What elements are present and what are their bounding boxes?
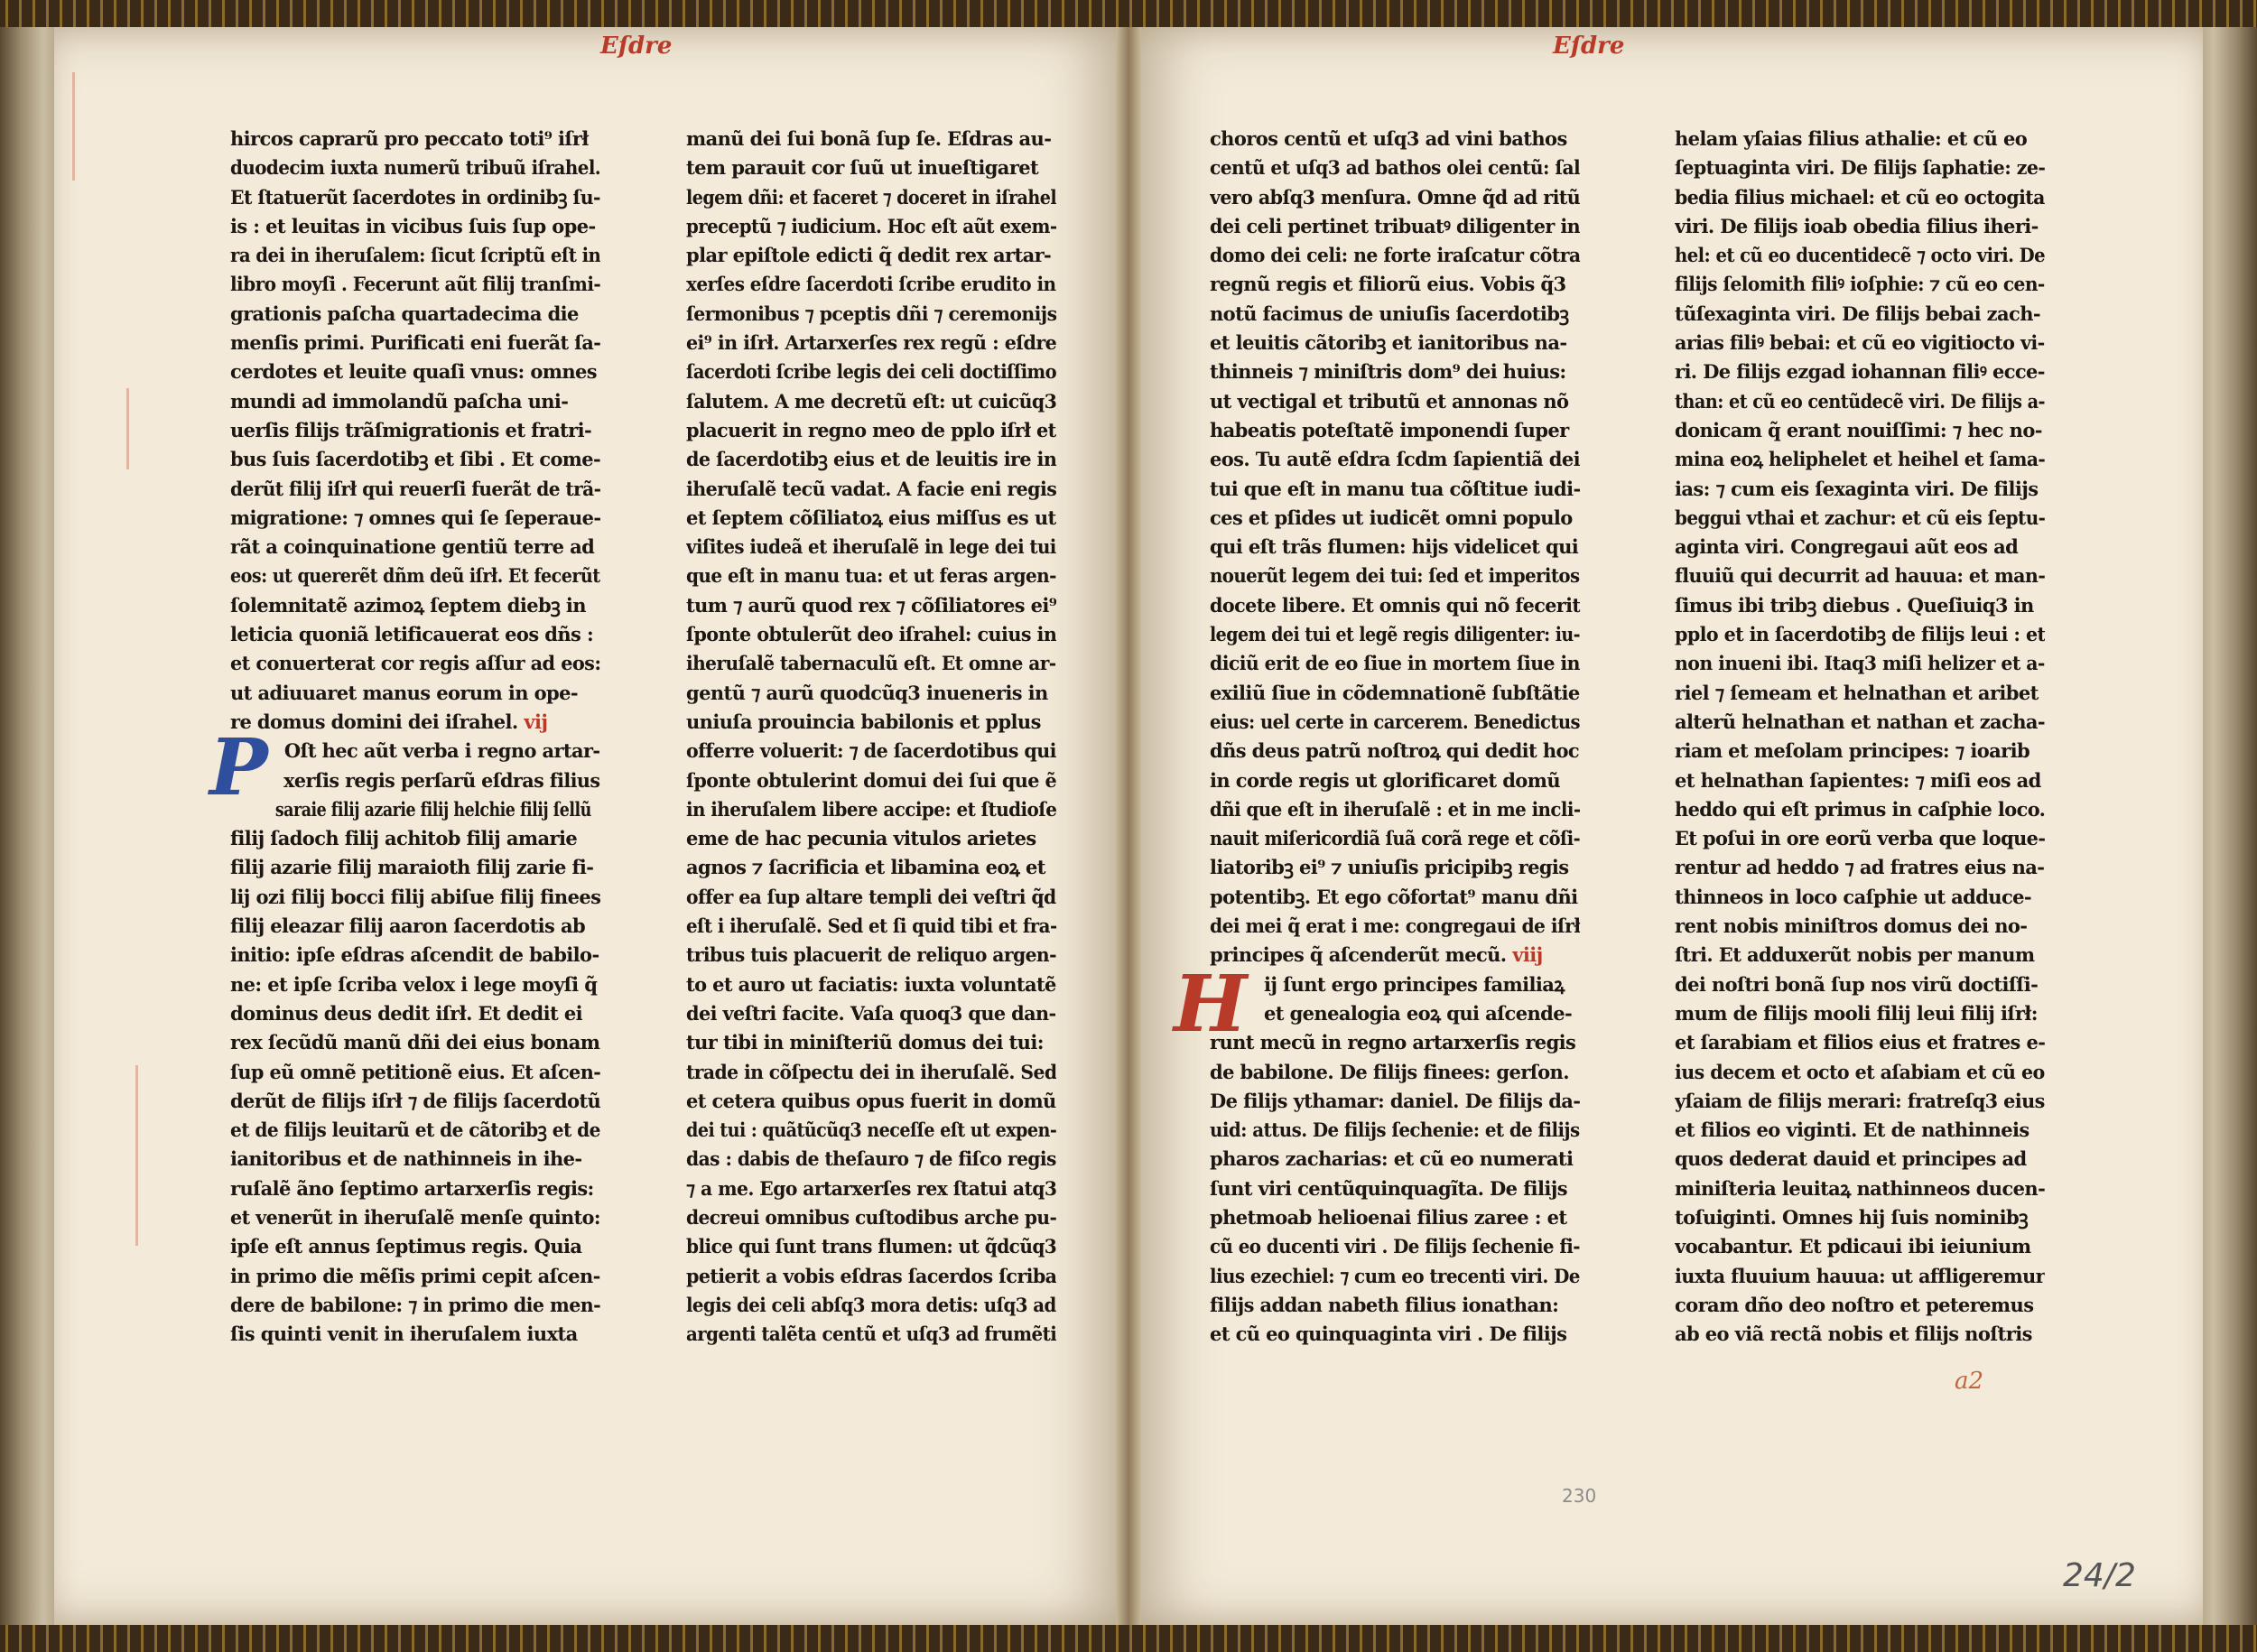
- right-running-head: Eſdre: [1553, 32, 1625, 60]
- marginal-decoration: [72, 72, 75, 181]
- marginal-decoration: [135, 1065, 138, 1246]
- text-line: manũ dei ſui bonã ſup ſe. Eſdras au-: [686, 127, 1052, 150]
- text-line: mum de filijs mooli filij leui filij iſrł:: [1675, 1001, 2038, 1025]
- text-line: ei⁹ in iſrł. Artarxerſes rex regũ : eſdre: [686, 331, 1056, 355]
- text-line: runt mecũ in regno artarxerſis regis: [1210, 1031, 1576, 1054]
- text-line: non inueni ibi. Itaq3 miſi helizer et a-: [1675, 652, 2045, 675]
- text-line: ianitoribus et de nathinneis in ihe-: [230, 1147, 582, 1171]
- text-line: eos: ut quererẽt dñm deũ iſrł. Et fecerũt: [230, 564, 600, 588]
- text-line: et cetera quibus opus fuerit in domũ: [686, 1089, 1056, 1112]
- text-line: ut adiuuaret manus eorum in ope-: [230, 681, 578, 704]
- right-page-column-1: [1210, 125, 1580, 1349]
- text-line: tui que eſt in manu tua cõſtitue iudi-: [1210, 477, 1581, 500]
- text-line: dei celi pertinet tribuatꝰ diligenter in: [1210, 214, 1581, 237]
- text-line: legem dei tui et legẽ regis diligenter: iu-: [1210, 623, 1580, 646]
- text-line: eſt i iheruſalẽ. Sed et ſi quid tibi et fra-: [686, 914, 1057, 938]
- text-line: argenti talẽta centũ et uſq3 ad frumẽti: [686, 1323, 1057, 1346]
- illuminated-initial-h: H: [1174, 959, 1248, 1050]
- text-line: to et auro ut faciatis: iuxta voluntatẽ: [686, 972, 1056, 996]
- text-line: filijs addan nabeth filius ionathan:: [1210, 1293, 1559, 1316]
- text-line: uid: attus. De filijs ſechenie: et de filijs: [1210, 1118, 1580, 1142]
- text-line: legis dei celi abſq3 mora detis: uſq3 ad: [686, 1293, 1056, 1316]
- marginal-decoration: [126, 388, 129, 469]
- text-line: ⁊ a me. Ego artarxerſes rex ſtatui atq3: [686, 1176, 1057, 1200]
- text-line: ias: ⁊ cum eis ſexaginta viri. De filijs: [1675, 477, 2039, 500]
- text-line: qui eſt trãs flumen: hijs videlicet qui: [1210, 535, 1579, 559]
- binding-top: [0, 0, 2257, 27]
- text-line: Et ſtatuerũt ſacerdotes in ordinibꝫ ſu-: [230, 185, 600, 209]
- text-line: gentũ ⁊ aurũ quodcũq3 inueneris in: [686, 681, 1048, 704]
- text-line: et conuerterat cor regis aſſur ad eos:: [230, 652, 601, 675]
- text-line: eius: uel certe in carcerem. Benedictus: [1210, 710, 1581, 733]
- text-line: than: et cũ eo centũdecẽ viri. De filijs a-: [1675, 389, 2045, 413]
- text-line: habeatis poteſtatẽ imponendi ſuper: [1210, 418, 1569, 441]
- left-running-head: Eſdre: [600, 32, 673, 60]
- text-line: placuerit in regno meo de pplo iſrł et: [686, 418, 1056, 441]
- text-line: yſaiam de filijs merari: fratreſq3 eius: [1675, 1089, 2045, 1112]
- text-line: bedia filius michael: et cũ eo octogita: [1675, 185, 2045, 209]
- text-line: uerſis filijs trãſmigrationis et fratri-: [230, 418, 592, 441]
- folio-signature: a2: [1955, 1368, 1984, 1395]
- text-line: iheruſalẽ tecũ vadat. A facie eni regis: [686, 477, 1057, 500]
- text-line: dñi que eſt in iheruſalẽ : et in me incli-: [1210, 797, 1581, 821]
- text-line: viſites iudeã et iheruſalẽ in lege dei tui: [686, 535, 1056, 559]
- text-line: vocabantur. Et pdicaui ibi ieiunium: [1675, 1235, 2031, 1258]
- text-line: rex ſecũdũ manũ dñi dei eius bonam: [230, 1031, 600, 1054]
- text-line: Et poſui in ore eorũ verba que loque-: [1675, 827, 2046, 850]
- text-line: ſponte obtulerũt deo iſrahel: cuius in: [686, 623, 1057, 646]
- text-line: toſuiginti. Omnes hij ſuis nominibꝫ: [1675, 1205, 2029, 1229]
- text-line: quos dederat dauid et principes ad: [1675, 1147, 2027, 1171]
- text-line: ſeptuaginta viri. De filijs ſaphatie: ze-: [1675, 156, 2046, 180]
- book-edge-left: [0, 27, 54, 1625]
- text-line: uniuſa prouincia babilonis et pplus: [686, 710, 1041, 733]
- text-line: fluuiũ qui decurrit ad hauua: et man-: [1675, 564, 2046, 588]
- text-line: cerdotes et leuite quaſi vnus: omnes: [230, 360, 598, 384]
- text-line: saraie filij azarie filij helchie filij ſellũ: [274, 797, 591, 821]
- text-line: trade in cõſpectu dei in iheruſalẽ. Sed: [686, 1060, 1057, 1083]
- text-line: donicam q̃ erant nouiſſimi: ⁊ hec no-: [1675, 418, 2042, 441]
- right-page-column-2: [1675, 125, 2045, 1349]
- text-line: ſolemnitatẽ azimoꝝ ſeptem diebꝫ in: [230, 593, 586, 617]
- text-line: dei mei q̃ erat i me: congregaui de iſrł: [1210, 914, 1581, 938]
- text-line: leticia quoniã letificauerat eos dñs :: [230, 623, 594, 646]
- text-line: helam yſaias filius athalie: et cũ eo: [1675, 127, 2028, 150]
- text-line: mundi ad immolandũ paſcha uni-: [230, 389, 569, 413]
- text-line: offer ea ſup altare templi dei veſtri q̃d: [686, 885, 1056, 908]
- text-line: ſunt viri centũquinquagĩta. De filijs: [1210, 1176, 1567, 1200]
- text-line: riel ⁊ ſemeam et helnathan et aribet: [1675, 681, 2039, 704]
- text-line: derũt filij iſrł qui reuerſi fuerãt de trã-: [230, 477, 601, 500]
- text-line: notũ facimus de uniuſis ſacerdotibꝫ: [1210, 302, 1569, 325]
- text-line: dere de babilone: ⁊ in primo die men-: [230, 1293, 601, 1316]
- text-line: diciũ erit de eo ſiue in mortem ſiue in: [1210, 652, 1580, 675]
- text-line: principes q̃ aſcenderũt mecũ. viij: [1210, 943, 1543, 967]
- text-line: domo dei celi: ne forte iraſcatur cõtra: [1210, 244, 1581, 267]
- text-line: initio: ipſe eſdras aſcendit de babilo-: [230, 943, 599, 967]
- book-gutter: [1116, 27, 1141, 1625]
- text-line: beggui vthai et zachur: et cũ eis ſeptu-: [1675, 506, 2045, 529]
- text-line: et genealogia eoꝝ qui aſcende-: [1264, 1001, 1573, 1025]
- text-line: ſtri. Et adduxerũt nobis per manum: [1675, 943, 2035, 967]
- illuminated-initial-p: P: [209, 722, 268, 813]
- text-line: et de filijs leuitarũ et de cãtoribꝫ et de: [230, 1118, 600, 1142]
- text-line: et helnathan ſapientes: ⁊ miſi eos ad: [1675, 768, 2041, 792]
- text-line: dei noſtri bonã ſup nos virũ doctiſſi-: [1675, 972, 2039, 996]
- text-line: viri. De filijs ioab obedia filius iheri-: [1675, 214, 2039, 237]
- text-line: offerre voluerit: ⁊ de ſacerdotibus qui: [686, 739, 1056, 763]
- text-line: tum ⁊ aurũ quod rex ⁊ cõſiliatores ei⁹: [686, 593, 1057, 617]
- text-line: nouerũt legem dei tui: ſed et imperitos: [1210, 564, 1580, 588]
- text-line: pplo et in ſacerdotibꝫ de filijs leui : et: [1675, 623, 2046, 646]
- text-line: alterũ helnathan et nathan et zacha-: [1675, 710, 2045, 733]
- text-line: lius ezechiel: ⁊ cum eo trecenti viri. De: [1210, 1264, 1580, 1287]
- text-line: et filios eo viginti. Et de nathinneis: [1675, 1118, 2029, 1142]
- text-line: ipſe eſt annus ſeptimus regis. Quia: [230, 1235, 582, 1258]
- text-line: docete libere. Et omnis qui nõ fecerit: [1210, 593, 1581, 617]
- text-line: et venerũt in iheruſalẽ menſe quinto:: [230, 1205, 600, 1229]
- text-line: et cũ eo quinquaginta viri . De filijs: [1210, 1323, 1567, 1346]
- text-line: ſermonibus ⁊ pceptis dñi ⁊ ceremonijs: [686, 302, 1057, 325]
- text-line: thinneis ⁊ miniſtris dom⁹ dei huius:: [1210, 360, 1566, 384]
- text-line: ſacerdoti ſcribe legis dei celi doctiſſimo: [686, 360, 1057, 384]
- pencil-corner-mark: 24/2: [2063, 1557, 2136, 1594]
- left-page-column-1: [230, 125, 600, 1349]
- text-line: Oſt hec aũt verba i regno artar-: [283, 739, 600, 763]
- text-line: choros centũ et uſq3 ad vini bathos: [1210, 127, 1567, 150]
- text-line: cũ eo ducenti viri . De filijs ſechenie fi-: [1210, 1235, 1580, 1258]
- text-line: filijs ſelomith filiꝰ ioſphie: ⁊ cũ eo cen-: [1675, 273, 2045, 296]
- text-line: duodecim iuxta numerũ tribuũ iſrahel.: [230, 156, 601, 180]
- text-line: potentibꝫ. Et ego cõfortat⁹ manu dñi: [1210, 885, 1578, 908]
- text-line: ſalutem. A me decretũ eſt: ut cuicũq3: [686, 389, 1056, 413]
- text-line: tur tibi in miniſteriũ domus dei tui:: [686, 1031, 1044, 1054]
- text-line: hircos caprarũ pro peccato toti⁹ iſrł: [230, 127, 589, 150]
- text-line: xerſes eſdre ſacerdoti ſcribe erudito in: [686, 273, 1056, 296]
- text-line: das : dabis de theſauro ⁊ de fiſco regis: [686, 1147, 1056, 1171]
- text-line: liatoribꝫ ei⁹ ⁊ uniuſis pricipibꝫ regis: [1210, 856, 1569, 879]
- text-line: tribus tuis placuerit de reliquo argen-: [686, 943, 1056, 967]
- text-line: in corde regis ut glorificaret domũ: [1210, 768, 1560, 792]
- left-page-column-2: [686, 125, 1056, 1349]
- text-line: de ſacerdotibꝫ eius et de leuitis ire in: [686, 448, 1057, 471]
- text-line: decreui omnibus cuſtodibus arche pu-: [686, 1205, 1056, 1229]
- text-line: blice qui ſunt trans flumen: ut q̃dcũq3: [686, 1235, 1057, 1258]
- text-line: coram dño deo noſtro et peteremus: [1675, 1293, 2034, 1316]
- text-line: ab eo viã rectã nobis et filijs noſtris: [1675, 1323, 2032, 1346]
- text-line: xerſis regis perſarũ eſdras filius: [283, 768, 600, 792]
- text-line: riam et meſolam principes: ⁊ ioarib: [1675, 739, 2030, 763]
- text-line: iheruſalẽ tabernaculũ eſt. Et omne ar-: [686, 652, 1056, 675]
- text-line: et ſarabiam et filios eius et fratres e-: [1675, 1031, 2046, 1054]
- text-line: in iheruſalem libere accipe: et ſtudioſe: [686, 797, 1056, 821]
- text-line: ſimus ibi tribꝫ diebus . Queſiuiq3 in: [1675, 593, 2034, 617]
- text-line: aginta viri. Congregaui aũt eos ad: [1675, 535, 2019, 559]
- text-line: ruſalẽ ãno ſeptimo artarxerſis regis:: [230, 1176, 594, 1200]
- text-line: filij ſadoch filij achitob filij amarie: [230, 827, 578, 850]
- text-line: de babilone. De filijs finees: gerſon.: [1210, 1060, 1569, 1083]
- text-line: eme de hac pecunia vitulos arietes: [686, 827, 1036, 850]
- text-line: phetmoab helioenai filius zaree : et: [1210, 1205, 1567, 1229]
- text-line: plar epiſtole edicti q̃ dedit rex artar-: [686, 244, 1052, 267]
- pencil-number: 230: [1562, 1485, 1597, 1507]
- text-line: ſup eũ omnẽ petitionẽ eius. Et aſcen-: [230, 1060, 600, 1083]
- text-line: arias filiꝰ bebai: et cũ eo vigitiocto vi-: [1675, 331, 2045, 355]
- text-line: re domus domini dei iſrahel. vij: [230, 710, 548, 733]
- text-line: bus ſuis ſacerdotibꝫ et ſibi . Et come-: [230, 448, 600, 471]
- text-line: libro moyſi . Fecerunt aũt filij tranſmi-: [230, 273, 601, 296]
- text-line: legem dñi: et faceret ⁊ doceret in iſrahel: [686, 185, 1056, 209]
- text-line: dominus deus dedit iſrł. Et dedit ei: [230, 1001, 582, 1025]
- text-line: tem parauit cor ſuũ ut inueſtigaret: [686, 156, 1039, 180]
- text-line: mina eoꝝ heliphelet et heihel et ſama-: [1675, 448, 2046, 471]
- text-line: dñs deus patrũ noſtroꝝ qui dedit hoc: [1210, 739, 1580, 763]
- text-line: ces et pſides ut iudicẽt omni populo: [1210, 506, 1573, 529]
- text-line: vero abſq3 menſura. Omne q̃d ad ritũ: [1210, 185, 1581, 209]
- text-line: regnũ regis et filiorũ eius. Vobis q̃3: [1210, 273, 1566, 296]
- text-line: iuxta fluuium hauua: ut affligeremur: [1675, 1264, 2045, 1287]
- text-line: ſponte obtulerint domui dei ſui que ẽ: [686, 768, 1057, 792]
- text-line: heddo qui eſt primus in caſphie loco.: [1675, 797, 2045, 821]
- text-line: agnos ⁊ ſacrificia et libamina eoꝝ et: [686, 856, 1045, 879]
- text-line: in primo die mẽſis primi cepit aſcen-: [230, 1264, 600, 1287]
- text-line: grationis paſcha quartadecima die: [230, 302, 579, 325]
- text-line: menſis primi. Purificati eni fuerãt ſa-: [230, 331, 601, 355]
- text-line: exiliũ ſiue in cõdemnationẽ ſubſtãtie: [1210, 681, 1580, 704]
- text-line: hel: et cũ eo ducentidecẽ ⁊ octo viri. De: [1675, 244, 2046, 267]
- text-line: ut vectigal et tributũ et annonas nõ: [1210, 389, 1569, 413]
- text-line: petierit a vobis eſdras ſacerdos ſcriba: [686, 1264, 1057, 1287]
- text-line: tũſexaginta viri. De filijs bebai zach-: [1675, 302, 2040, 325]
- text-line: rent nobis miniſtros domus dei no-: [1675, 914, 2028, 938]
- text-line: rentur ad heddo ⁊ ad fratres eius na-: [1675, 856, 2045, 879]
- text-line: filij eleazar filij aaron ſacerdotis ab: [230, 914, 586, 938]
- text-line: eos. Tu autẽ eſdra ſcdm ſapientiã dei: [1210, 448, 1580, 471]
- text-line: dei tui : quãtũcũq3 neceſſe eſt ut expen-: [686, 1118, 1056, 1142]
- text-line: dei veſtri facite. Vaſa quoq3 que dan-: [686, 1001, 1056, 1025]
- text-line: centũ et uſq3 ad bathos olei centũ: ſal: [1210, 156, 1580, 180]
- text-line: ſis quinti venit in iheruſalem iuxta: [230, 1323, 578, 1346]
- text-line: nauit miſericordiã ſuã corã rege et cõſi-: [1210, 827, 1580, 850]
- text-line: ra dei in iheruſalem: ſicut ſcriptũ eſt in: [230, 244, 600, 267]
- text-line: miniſteria leuitaꝝ nathinneos ducen-: [1675, 1176, 2045, 1200]
- text-line: ri. De filijs ezgad iohannan filiꝰ ecce-: [1675, 360, 2045, 384]
- text-line: et ſeptem cõſiliatoꝝ eius miſſus es ut: [686, 506, 1056, 529]
- text-line: De filijs ythamar: daniel. De filijs da-: [1210, 1089, 1580, 1112]
- text-line: filij azarie filij maraioth filij zarie fi-: [230, 856, 594, 879]
- text-line: migratione: ⁊ omnes qui ſe ſeperaue-: [230, 506, 600, 529]
- text-line: is : et leuitas in vicibus ſuis ſup ope-: [230, 214, 596, 237]
- book-edge-right: [2203, 27, 2257, 1625]
- text-line: lij ozi filij bocci filij abiſue filij finees: [230, 885, 600, 908]
- text-line: ij ſunt ergo principes familiaꝝ: [1264, 972, 1565, 996]
- text-line: ius decem et octo et aſabiam et cũ eo: [1675, 1060, 2045, 1083]
- binding-bottom: [0, 1625, 2257, 1652]
- text-line: thinneos in loco caſphie ut adduce-: [1675, 885, 2032, 908]
- text-line: que eſt in manu tua: et ut feras argen-: [686, 564, 1056, 588]
- text-line: pharos zacharias: et cũ eo numerati: [1210, 1147, 1574, 1171]
- text-line: ne: et ipſe ſcriba velox i lege moyſi q̃: [230, 972, 598, 996]
- text-line: rãt a coinquinatione gentiũ terre ad: [230, 535, 595, 559]
- text-line: et leuitis cãtoribꝫ et ianitoribus na-: [1210, 331, 1567, 355]
- text-line: derũt de filijs iſrł ⁊ de filijs ſacerdotũ: [230, 1089, 601, 1112]
- text-line: preceptũ ⁊ iudicium. Hoc eſt aũt exem-: [686, 214, 1057, 237]
